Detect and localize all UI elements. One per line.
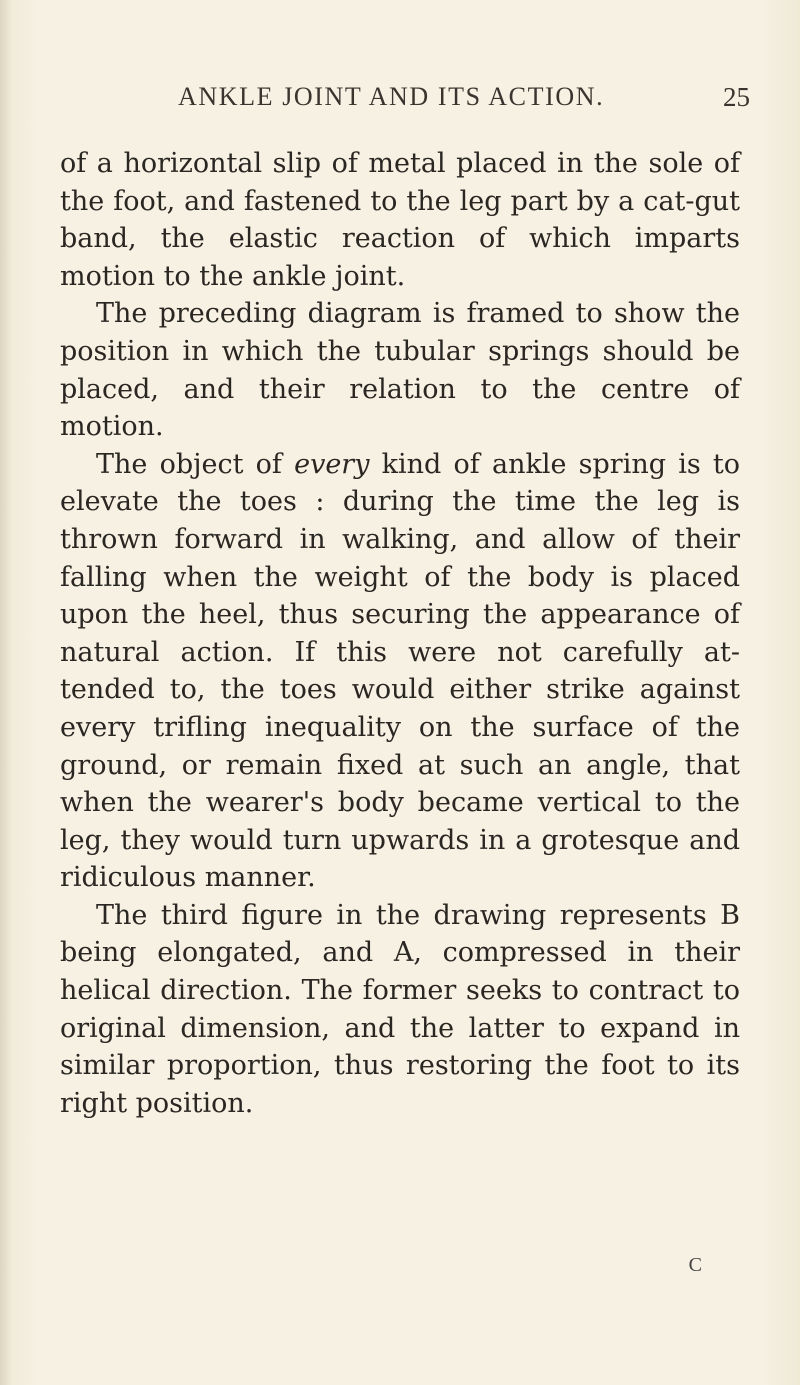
running-title: ANKLE JOINT AND ITS ACTION. <box>178 82 605 111</box>
emphasized-word: every <box>294 448 370 480</box>
paragraph-3-text-start: The object of <box>96 448 295 480</box>
running-header <box>60 82 750 122</box>
paragraph-3 <box>60 446 740 897</box>
paragraph-4: The third figure in the drawing represents B being elongated, and A, compressed in their helical direction. The former seeks to contract to original dimension, and the latter to expand in similar proportion, thus restoring the foot to its right position. <box>60 899 740 1119</box>
page-edge-shadow <box>0 0 12 1385</box>
paragraph-3-text-end: kind of ankle spring is to elevate the toes : during the time the leg is thrown forward in walking, and allow of their falling when the weight of the body is placed upon the heel, thus securing the appearance of natural action. If this were not carefully at-tended to, the toes would either strike against every trifling inequality on the surface of the ground, or remain fixed at such an angle, that when the wearer's body became vertical to the leg, they would turn upwards in a grotesque and ridiculous manner. <box>60 448 741 894</box>
body-text <box>60 145 740 1122</box>
paragraph-2: The preceding diagram is framed to show the position in which the tubular springs should be placed, and their relation to the centre of motion. <box>60 298 740 443</box>
signature-mark: C <box>688 1254 702 1276</box>
page-number: 25 <box>723 82 750 112</box>
paragraph-1: of a horizontal slip of metal placed in the sole of the foot, and fastened to the leg part by a cat-gut band, the elastic reaction of which imparts motion to the ankle joint. <box>60 148 740 292</box>
